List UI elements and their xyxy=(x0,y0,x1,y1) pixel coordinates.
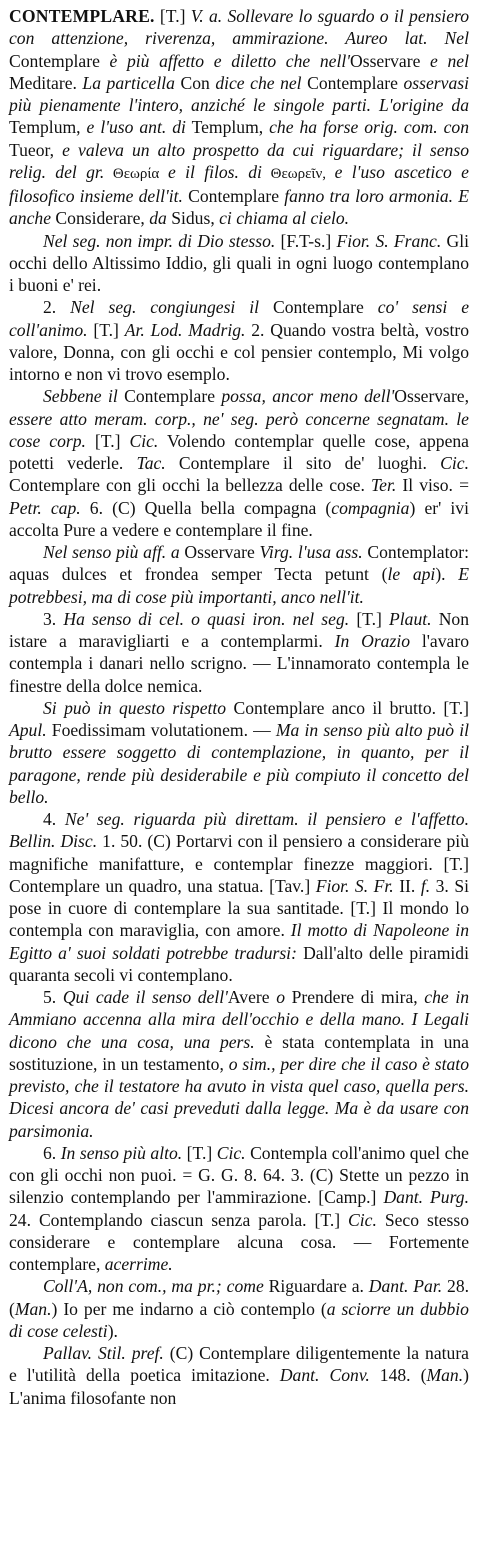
italic-run: e l'uso ant. di xyxy=(86,117,186,138)
text-run: Contemplare xyxy=(117,386,222,407)
italic-run: Pallav. Stil. pref. xyxy=(43,1343,164,1363)
text-run: ). xyxy=(107,1320,118,1341)
italic-run: e nel xyxy=(430,50,469,71)
text-run: Templum, xyxy=(9,117,87,138)
italic-run: che ha forse orig. com. con xyxy=(269,117,469,138)
italic-run: che in Ammiano accenna alla mira dell'occhio e della mano. I Legali dicono che una cosa, una pers. xyxy=(9,987,470,1052)
italic-run: Sebbene il xyxy=(43,386,118,407)
text-run: 6. xyxy=(43,1142,61,1163)
text-run: Contemplare xyxy=(301,72,404,93)
text-run: ) Io per me indarno a ciò contemplo ( xyxy=(51,1298,327,1319)
italic-run: dice che nel xyxy=(215,72,302,93)
entry-paragraph xyxy=(9,5,469,230)
italic-run: Man. xyxy=(426,1365,464,1386)
italic-run: Ma in senso più alto può il brutto essere soggetto di contemplazione, in quanto, per il paragone, rende più desiderabile e più compiuto il concetto del bello. xyxy=(9,720,469,807)
entry-paragraph xyxy=(9,541,469,608)
italic-run: Fior. S. Fr. xyxy=(315,875,394,896)
entry-paragraph xyxy=(9,1275,469,1342)
italic-run: Cic. xyxy=(216,1142,246,1163)
entry-paragraph xyxy=(9,697,469,808)
italic-run: Cic. xyxy=(129,430,159,451)
text-run: Osservare xyxy=(179,542,260,562)
italic-run: Si può in questo rispetto xyxy=(43,697,227,718)
italic-run: Ter. xyxy=(370,475,397,496)
italic-run: Ar. Lod. Madrig. xyxy=(124,319,246,340)
italic-run: possa, ancor meno dell' xyxy=(221,386,395,407)
italic-run: Il motto di Napoleone in Egitto a' suoi soldati potrebbe tradursi: xyxy=(9,920,469,963)
italic-run: In senso più alto. xyxy=(60,1142,183,1163)
italic-run: Cic. xyxy=(348,1209,377,1230)
text-run: ) er' ivi accolta Pure a vedere e contemplare il fine. xyxy=(9,497,469,540)
italic-run: Nel seg. congiungesi il xyxy=(70,297,260,318)
italic-run: e l'uso ascetico e filosofico insieme dell'it. xyxy=(9,161,469,206)
text-run: Non istare a maravigliarti e a contemplarmi. xyxy=(9,608,470,651)
text-run: Contemplare il sito de' luoghi. xyxy=(165,453,441,473)
text-run: 1. 50. (C) Portarvi con il pensiero a considerare più magnifiche manifatture, e contemplar finezze maggiori. [T.] Contemplare un quadro, una statua. [Tav.] xyxy=(9,831,469,896)
text-run: Considerare, xyxy=(51,208,150,229)
text-run: Contempla coll'animo quel che con gli occhi non puoi. = G. G. 8. 64. 3. (C) Stette un pezzo in silenzio contemplando per l'ammirazione. [Camp.] xyxy=(9,1142,469,1208)
italic-run: E potrebbesi, ma di cose più importanti, anco nell'it. xyxy=(9,564,470,607)
text-run: Meditare. xyxy=(9,72,83,93)
text-run: 2. xyxy=(43,297,71,318)
text-run: 6. (C) Quella bella compagna ( xyxy=(80,497,332,518)
text-run: (C) Contemplare diligentemente la natura e l'utilità della poetica imitazione. xyxy=(9,1343,469,1386)
italic-run: Plaut. xyxy=(389,608,432,629)
italic-run: fanno tra loro armonia. E anche xyxy=(9,186,469,229)
italic-run: da xyxy=(149,208,167,229)
italic-run: e valeva un alto prospetto da cui riguardare; il senso relig. del gr. xyxy=(9,139,469,182)
text-run: Templum, xyxy=(185,117,270,138)
italic-run: In Orazio xyxy=(334,631,411,651)
entry-paragraph xyxy=(9,296,469,385)
text-run: Foedissimam volutationem. — xyxy=(46,720,276,740)
italic-run: ci chiama al cielo. xyxy=(219,208,350,229)
text-run: Avere xyxy=(227,987,277,1007)
text-run: 3. xyxy=(43,608,64,629)
text-run: Sidus, xyxy=(166,208,220,229)
italic-run: essere atto meram. corp., ne' seg. però concerne segnatam. le cose corp. xyxy=(9,408,469,451)
text-run: 3. Si pose in cuore di contemplare la sua santitade. [T.] Il mondo lo contempla con maraviglia, con amore. xyxy=(9,875,470,941)
text-run: Volendo contemplar quelle cose, appena potetti vederle. xyxy=(9,430,469,473)
text-run: Osservare, xyxy=(394,386,470,407)
entry-paragraph xyxy=(9,385,469,541)
text-run: Seco stesso considerare e contemplare alcuna cosa. — Fortemente contemplare, xyxy=(9,1209,470,1274)
italic-run: V. a. Sollevare lo sguardo o il pensiero con attenzione, riverenza, ammirazione. Aureo lat. Nel xyxy=(9,6,469,49)
text-run: [T.] xyxy=(154,6,191,26)
text-run: Riguardare a. xyxy=(263,1276,369,1297)
italic-run: Dant. Par. xyxy=(368,1276,443,1297)
italic-run: Ne' seg. riguarda più direttam. il pensiero e l'affetto. Bellin. Disc. xyxy=(9,809,469,852)
text-run: ). xyxy=(435,564,459,585)
text-run: II. xyxy=(393,875,421,896)
text-run: Contemplare con gli occhi la bellezza delle cose. xyxy=(9,475,371,496)
text-run: Con xyxy=(174,72,216,93)
italic-run: f. xyxy=(420,875,431,896)
dictionary-entry-contemplare xyxy=(9,5,469,1409)
italic-run: acerrime. xyxy=(104,1254,173,1274)
text-run: 4. xyxy=(43,809,65,829)
text-run: [F.T-s.] xyxy=(275,230,337,251)
italic-run: Dant. Purg. xyxy=(383,1187,469,1208)
italic-run: e il filos. di xyxy=(167,161,262,182)
italic-run: Ha senso di cel. o quasi iron. nel seg. xyxy=(63,608,350,629)
italic-run: Apul. xyxy=(9,720,47,740)
italic-run: o xyxy=(276,987,285,1007)
text-run: ) L'anima filosofante non xyxy=(9,1365,469,1408)
italic-run: co' sensi e coll'animo. xyxy=(9,297,470,340)
text-run: 28. ( xyxy=(9,1276,470,1319)
italic-run: osservasi più pienamente l'intero, anziché le singole parti. L'origine da xyxy=(9,72,469,115)
entry-paragraph xyxy=(9,608,469,697)
italic-run: Qui cade il senso dell' xyxy=(62,987,228,1007)
italic-run: è più affetto e diletto che nell' xyxy=(109,50,351,71)
text-run: Dall'alto delle piramidi quaranta secoli vi contemplano. xyxy=(9,942,469,985)
text-run: 2. Quando vostra beltà, vostro valore, Donna, con gli occhi e col pensier contemplo, Mi volgo intorno e non vi trovo esemplo. xyxy=(9,319,470,384)
italic-run: Cic. xyxy=(440,453,469,473)
italic-run: Petr. cap. xyxy=(9,497,81,518)
text-run: [T.] xyxy=(87,319,125,340)
text-run: Contemplare xyxy=(9,50,110,71)
text-run: Contemplare anco il brutto. [T.] xyxy=(226,697,469,718)
italic-run: Nel senso più aff. a xyxy=(43,542,180,562)
entry-paragraph xyxy=(9,986,469,1142)
entry-paragraph xyxy=(9,230,469,297)
entry-paragraph xyxy=(9,808,469,986)
text-run: Contemplare xyxy=(182,186,285,206)
text-run: Il viso. = xyxy=(396,475,469,496)
italic-run: a sciorre un dubbio di cose celesti xyxy=(9,1298,469,1341)
italic-run: Dant. Conv. xyxy=(279,1365,370,1386)
italic-run: Man. xyxy=(14,1298,52,1319)
text-run: Prendere di mira, xyxy=(284,987,425,1007)
text-run: Θεωρεῖν, xyxy=(261,165,335,182)
text-run: 5. xyxy=(43,987,63,1007)
entry-paragraph xyxy=(9,1342,469,1409)
text-run: Θεωρία xyxy=(104,165,168,182)
text-run: 24. Contemplando ciascun senza parola. [T.] xyxy=(9,1209,349,1230)
headword: CONTEMPLARE. xyxy=(9,6,155,26)
text-run: è stata contemplata in una sostituzione, in un testamento, xyxy=(9,1031,469,1074)
italic-run: compagnia xyxy=(331,497,410,518)
text-run: [T.] xyxy=(182,1142,217,1163)
italic-run: La particella xyxy=(82,72,175,93)
text-run: 148. ( xyxy=(369,1365,427,1386)
text-run: Osservare xyxy=(350,50,431,71)
text-run: l'avaro contempla i danari nello scrigno. — L'innamorato contempla le finestre della dolce nemica. xyxy=(9,631,469,696)
text-run: [T.] xyxy=(85,430,130,451)
italic-run: Fior. S. Franc. xyxy=(336,230,442,251)
text-run: Gli occhi dello Altissimo Iddio, gli quali in ogni luogo contemplano i buoni e' rei. xyxy=(9,230,469,295)
italic-run: Virg. l'usa ass. xyxy=(259,542,363,562)
entry-paragraph xyxy=(9,1142,469,1276)
text-run: Tueor, xyxy=(9,139,63,160)
italic-run: le api xyxy=(387,564,436,585)
text-run: [T.] xyxy=(349,608,390,629)
italic-run: Tac. xyxy=(136,453,166,473)
italic-run: Coll'A, non com., ma pr.; come xyxy=(43,1276,264,1297)
italic-run: o sim., per dire che il caso è stato previsto, che il testatore ha avuto in vista quel caso, quella pers. Dicesi ancora de' casi preveduti dalla legge. Ma è da usare con parsimonia. xyxy=(9,1053,469,1141)
text-run: Contemplare xyxy=(259,297,378,318)
text-run: Contemplator: aquas dulces et frondea semper Tecta petunt ( xyxy=(9,542,470,585)
italic-run: Nel seg. non impr. di Dio stesso. xyxy=(43,230,276,251)
